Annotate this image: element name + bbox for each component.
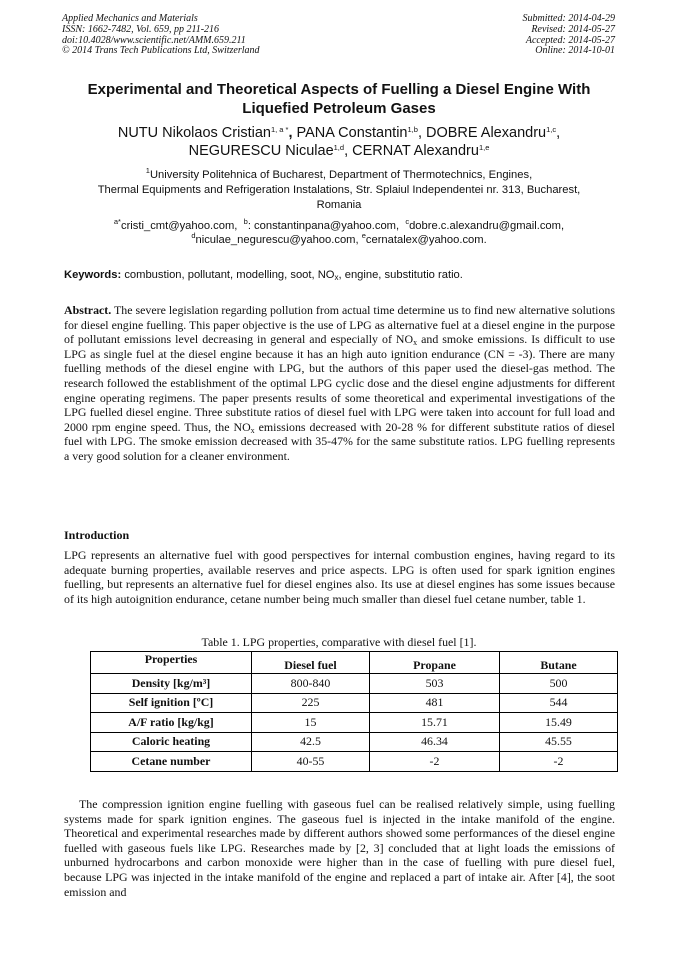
keywords-text: combustion, pollutant, modelling, soot, NO: [124, 269, 335, 281]
lpg-properties-table: [90, 651, 618, 772]
table-row-label: Density [kg/m³]: [91, 674, 252, 694]
table-caption: Table 1. LPG properties, comparative with diesel fuel [1].: [201, 635, 477, 649]
keywords: [64, 268, 616, 282]
table-header-cell: Butane: [500, 652, 618, 674]
table-row: [91, 752, 618, 772]
email-list: [40, 219, 638, 247]
date-submitted: Submitted: 2014-04-29: [522, 13, 615, 24]
affil-sup: 1: [145, 166, 150, 175]
table-header-cell: Propane: [370, 652, 500, 674]
table-cell: 15.49: [500, 713, 618, 733]
author-affil-sup: 1,d: [333, 143, 345, 152]
table-row-label: A/F ratio [kg/kg]: [91, 713, 252, 733]
abstract-text-3: emissions decreased with 20-28 % for different substitute ratios of diesel fuel with LPG. The smoke emission decreased with 35-47% for the same substitute ratios. LPG fuelling represents a very good solution for a cleaner environment.: [64, 419, 615, 463]
table-cell: 544: [500, 693, 618, 713]
date-accepted: Accepted: 2014-05-27: [525, 34, 615, 46]
email-sup: b: [243, 217, 248, 226]
title-line-1: Experimental and Theoretical Aspects of Fuelling a Diesel Engine With: [87, 81, 591, 98]
table-cell: 46.34: [370, 732, 500, 752]
date-online: Online: 2014-10-01: [535, 45, 615, 57]
email-sup: a*: [113, 217, 121, 226]
email-sup: d: [191, 231, 196, 240]
email-link[interactable]: : constantinpana@yahoo.com,: [247, 220, 400, 232]
table-cell: 45.55: [500, 732, 618, 752]
author-affil-sup: 1,c: [546, 125, 557, 134]
journal-issn: ISSN: 1662-7482, Vol. 659, pp 211-216: [62, 23, 220, 35]
email-link[interactable]: niculae_negurescu@yahoo.com,: [195, 234, 359, 246]
affil-line-3: Romania: [316, 199, 362, 211]
table-cell: 15: [252, 713, 370, 733]
submission-dates: [523, 14, 616, 57]
email-link[interactable]: dobre.c.alexandru@gmail.com,: [409, 220, 565, 232]
table-cell: 225: [252, 693, 370, 713]
table-row: [91, 674, 618, 694]
author-affil-sup: 1,e: [478, 143, 490, 152]
journal-copyright: © 2014 Trans Tech Publications Ltd, Switzerland: [62, 45, 260, 57]
affil-line-1: University Politehnica of Bucharest, Department of Thermotechnics, Engines,: [149, 169, 533, 181]
keywords-label: Keywords:: [64, 269, 122, 281]
author-name: CERNAT Alexandru: [352, 143, 479, 159]
table-header-cell: Properties: [91, 652, 252, 674]
intro-paragraph: LPG represents an alternative fuel with good perspectives for internal combustion engines, having regard to its adequate burning properties, available reserves and price aspects. LPG is often used for spark ignition engines fuelling, but represents an alternative fuel for diesel engines also. Its use at diesel engines has some issues because of its high autoignition endurance, cetane number being much smaller than diesel fuel cetane number, table 1.: [64, 548, 615, 606]
table-row-label: Cetane number: [91, 752, 252, 772]
table-header-cell: Diesel fuel: [252, 652, 370, 674]
table-cell: 800-840: [252, 674, 370, 694]
table-header-row: [91, 652, 618, 674]
abstract-text-1: The severe legislation regarding pollution from actual time determine us to find new alternative solutions for diesel engine fuelling. This paper objective is the use of LPG as alternative fuel at a diesel engine in the purpose of pollutant emissions level decreasing in general and especially of NO: [64, 303, 615, 347]
section-heading-introduction: Introduction: [64, 528, 130, 542]
table-cell: 500: [500, 674, 618, 694]
table-cell: -2: [370, 752, 500, 772]
date-revised: Revised: 2014-05-27: [531, 23, 615, 35]
table-row: [91, 713, 618, 733]
abstract-text-2: and smoke emissions. Is difficult to use LPG as single fuel at the diesel engine because it has an high auto ignition endurance (CN = -3). There are many fuelling methods of the diesel engine with LPG, but the authors of this paper used the diesel-gas method. The research followed the establishment of the optimal LPG cyclic dose and the diesel engine adjustments for different engine operating regimens. The paper presents results of some theoretical and experimental investigations of the LPG fuelled diesel engine. Three substitute ratios of diesel fuel with LPG were taken into account for full load and 2000 rpm engine speed. Thus, the NO: [64, 332, 615, 434]
paper-title: [40, 80, 638, 118]
title-line-2: Liquefied Petroleum Gases: [242, 100, 436, 117]
journal-info: [62, 14, 260, 57]
table-row-label: Caloric heating: [91, 732, 252, 752]
email-link[interactable]: cernatalex@yahoo.com.: [365, 234, 487, 246]
email-link[interactable]: cristi_cmt@yahoo.com,: [120, 220, 238, 232]
author-name: PANA Constantin: [296, 125, 408, 141]
table-cell: 503: [370, 674, 500, 694]
affiliation: [40, 168, 638, 213]
table-row-label: Self ignition [ºC]: [91, 693, 252, 713]
email-sup: e: [361, 231, 366, 240]
author-name: NUTU Nikolaos Cristian: [117, 125, 271, 141]
table-row: [91, 693, 618, 713]
table-row: [91, 732, 618, 752]
abstract-label: Abstract.: [64, 303, 112, 317]
author-list: NUTU Nikolaos Cristian$^{1, a *}$, PANA Constantin$^{1,b}$, DOBRE Alexandru$^{1,c}$, NEGURESCU Niculae$^{1,d}$, CERNAT Alexandru$^{1,e}$: [117, 125, 561, 159]
body-paragraph: The compression ignition engine fuelling with gaseous fuel can be realised relatively simple, using fuelling systems made for spark ignition engines. The gaseous fuel is injected in the intake manifold of the engine. Theoretical and experimental researches made by different authors showed some performances of the diesel engine fuelled with gaseous fuels like LPG. Researches made by [2, 3] concluded that at light loads the emissions of unburned hydrocarbons and carbon monoxide were higher than in the case of fuelling with pure diesel fuel, because LPG was injected in the intake manifold of the engine and replaced a part of intake air. After [4], the soot emission and: [64, 797, 615, 899]
affil-line-2: Thermal Equipments and Refrigeration Instalations, Str. Splaiul Independentei nr. 313, Bucharest,: [97, 184, 581, 196]
table-cell: 481: [370, 693, 500, 713]
author-name: NEGURESCU Niculae: [188, 143, 334, 159]
abstract: [64, 303, 615, 464]
table-cell: 40-55: [252, 752, 370, 772]
author-affil-sup: 1, a *: [270, 125, 289, 134]
abstract-sub: x: [250, 425, 255, 435]
keywords-text-end: , engine, substitutio ratio.: [338, 269, 463, 281]
email-sup: c: [405, 217, 410, 226]
abstract-sub: x: [413, 338, 418, 348]
author-name: DOBRE Alexandru: [426, 125, 547, 141]
keywords-sub: x: [334, 273, 339, 282]
table-cell: 15.71: [370, 713, 500, 733]
table-cell: 42.5: [252, 732, 370, 752]
table-cell: -2: [500, 752, 618, 772]
author-affil-sup: 1,b: [407, 125, 418, 134]
journal-name: Applied Mechanics and Materials: [62, 13, 198, 24]
journal-doi: doi:10.4028/www.scientific.net/AMM.659.211: [62, 34, 246, 46]
